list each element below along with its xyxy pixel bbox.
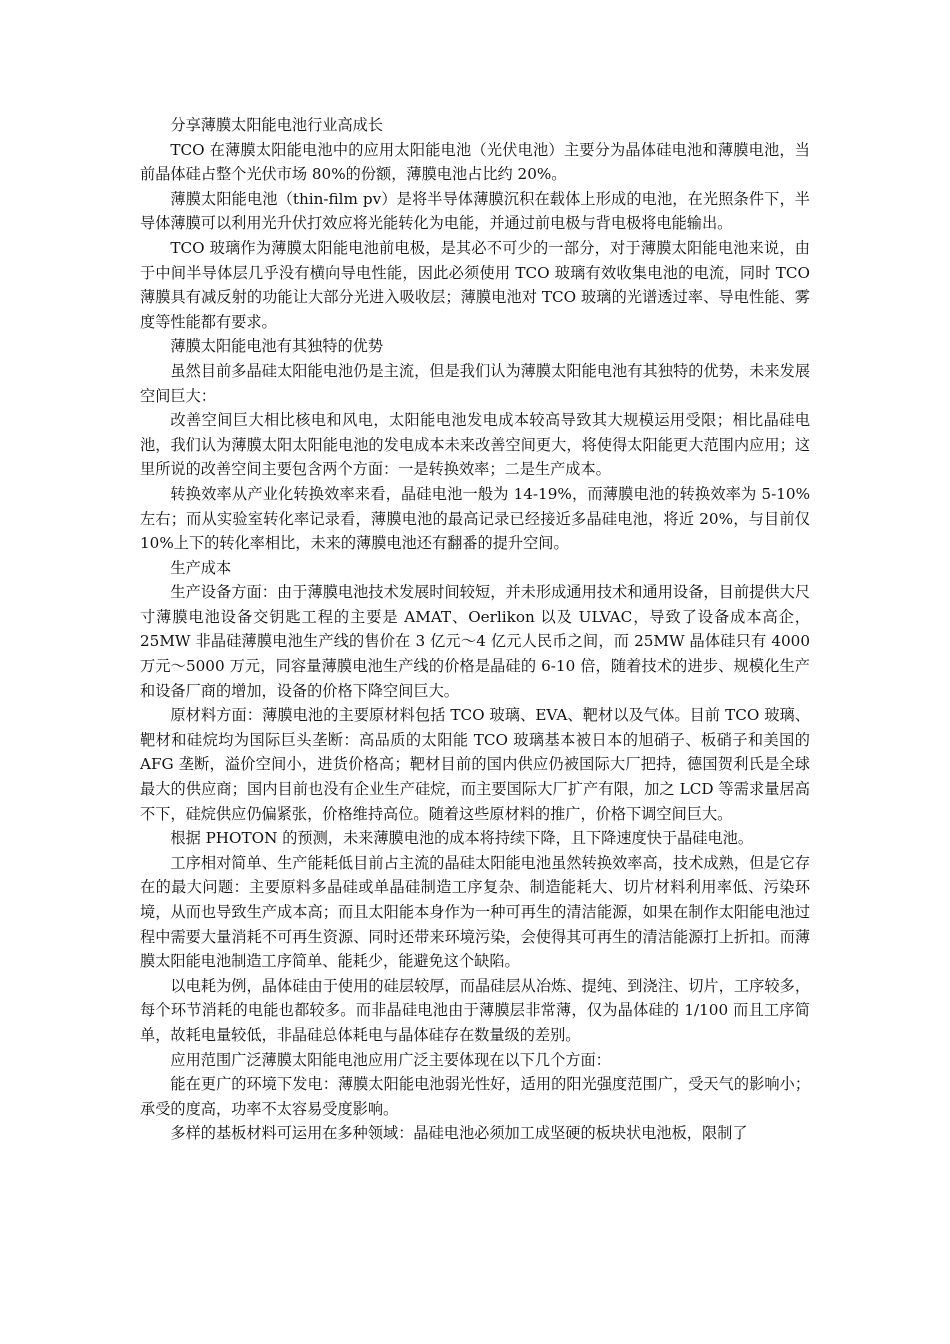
- section-heading: 生产成本: [170, 558, 232, 577]
- article-title: 分享薄膜太阳能电池行业高成长: [170, 116, 384, 134]
- paragraph: 应用范围广泛薄膜太阳能电池应用广泛主要体现在以下几个方面：: [170, 1050, 611, 1069]
- paragraph: 虽然目前多晶硅太阳能电池仍是主流，但是我们认为薄膜太阳能电池有其独特的优势，未来发展空间巨大：: [140, 361, 810, 405]
- paragraph: 能在更广的环境下发电：薄膜太阳能电池弱光性好，适用的阳光强度范围广，受天气的影响小；承受的度高，功率不太容易受度影响。: [140, 1075, 810, 1118]
- paragraph: 根据 PHOTON 的预测，未来薄膜电池的成本将持续下降，且下降速度快于晶硅电池。: [170, 829, 754, 848]
- paragraph: TCO 在薄膜太阳能电池中的应用太阳能电池（光伏电池）主要分为晶体硅电池和薄膜电池，当前晶体硅占整个光伏市场 80%的份额，薄膜电池占比约 20%。: [140, 140, 810, 184]
- paragraph: 工序相对简单、生产能耗低目前占主流的晶硅太阳能电池虽然转换效率高，技术成熟，但是它存在的最大问题：主要原料多晶硅或单晶硅制造工序复杂、制造能耗大、切片材料利用率低、污染环境，从而也导致生产成本高；而且太阳能本身作为一种可再生的清洁能源，如果在制作太阳能电池过程中需要大量消耗不可再生资源、同时还带来环境污染，会使得其可再生的清洁能源打上折扣。而薄膜太阳能电池制造工序简单、能耗少，能避免这个缺陷。: [140, 853, 810, 971]
- paragraph: 薄膜太阳能电池（thin-film pv）是将半导体薄膜沉积在载体上形成的电池，在光照条件下，半导体薄膜可以利用光升伏打效应将光能转化为电能，并通过前电极与背电极将电能输出。: [140, 189, 810, 233]
- paragraph: 改善空间巨大相比核电和风电，太阳能电池发电成本较高导致其大规模运用受限；相比晶硅电池，我们认为薄膜太阳太阳能电池的发电成本未来改善空间更大，将使得太阳能更大范围内应用；这里所说的改善空间主要包含两个方面：一是转换效率；二是生产成本。: [140, 411, 810, 479]
- paragraph: 多样的基板材料可运用在多种领域：晶硅电池必须加工成坚硬的板块状电池板，限制了: [170, 1124, 748, 1143]
- paragraph: 以电耗为例，晶体硅由于使用的硅层较厚，而晶硅层从冶炼、提纯、到浇注、切片，工序较多，每个环节消耗的电能也都较多。而非晶硅电池由于薄膜层非常薄，仅为晶体硅的 1/100 而且工序简单，故耗电量较低，非晶硅总体耗电与晶体硅存在数量级的差别。: [140, 976, 810, 1044]
- paragraph: 生产设备方面：由于薄膜电池技术发展时间较短，并未形成通用技术和通用设备，目前提供大尺寸薄膜电池设备交钥匙工程的主要是 AMAT、Oerlikon 以及 ULVAC，导致了设备成本高企，25MW 非晶硅薄膜电池生产线的售价在 3 亿元～4 亿元人民币之间，而 25MW 晶体硅只有 4000 万元～5000 万元，同容量薄膜电池生产线的价格是晶硅的 6-10 倍，随着技术的进步、规模化生产和设备厂商的增加，设备的价格下降空间巨大。: [140, 583, 810, 700]
- article-body: [140, 113, 810, 1146]
- paragraph: 原材料方面：薄膜电池的主要原材料包括 TCO 玻璃、EVA、靶材以及气体。目前 TCO 玻璃、靶材和硅烷均为国际巨头垄断：高品质的太阳能 TCO 玻璃基本被日本的旭硝子、板硝子和美国的 AFG 垄断，溢价空间小，进货价格高；靶材目前的国内供应仍被国际大厂把持，德国贺利氏是全球最大的供应商；国内目前也没有企业生产硅烷，而主要国际大厂扩产有限，加之 LCD 等需求量居高不下，硅烷供应仍偏紧张，价格维持高位。随着这些原材料的推广，价格下调空间巨大。: [140, 706, 810, 823]
- paragraph: 转换效率从产业化转换效率来看，晶硅电池一般为 14-19%，而薄膜电池的转换效率为 5-10%左右；而从实验室转化率记录看，薄膜电池的最高记录已经接近多晶硅电池，将近 20%，与目前仅 10%上下的转化率相比，未来的薄膜电池还有翻番的提升空间。: [140, 484, 810, 553]
- section-heading: 薄膜太阳能电池有其独特的优势: [170, 337, 384, 356]
- paragraph: TCO 玻璃作为薄膜太阳能电池前电极，是其必不可少的一部分，对于薄膜太阳能电池来说，由于中间半导体层几乎没有横向导电性能，因此必须使用 TCO 玻璃有效收集电池的电流，同时 TCO 薄膜具有减反射的功能让大部分光进入吸收层；薄膜电池对 TCO 玻璃的光谱透过率、导电性能、雾度等性能都有要求。: [140, 238, 810, 331]
